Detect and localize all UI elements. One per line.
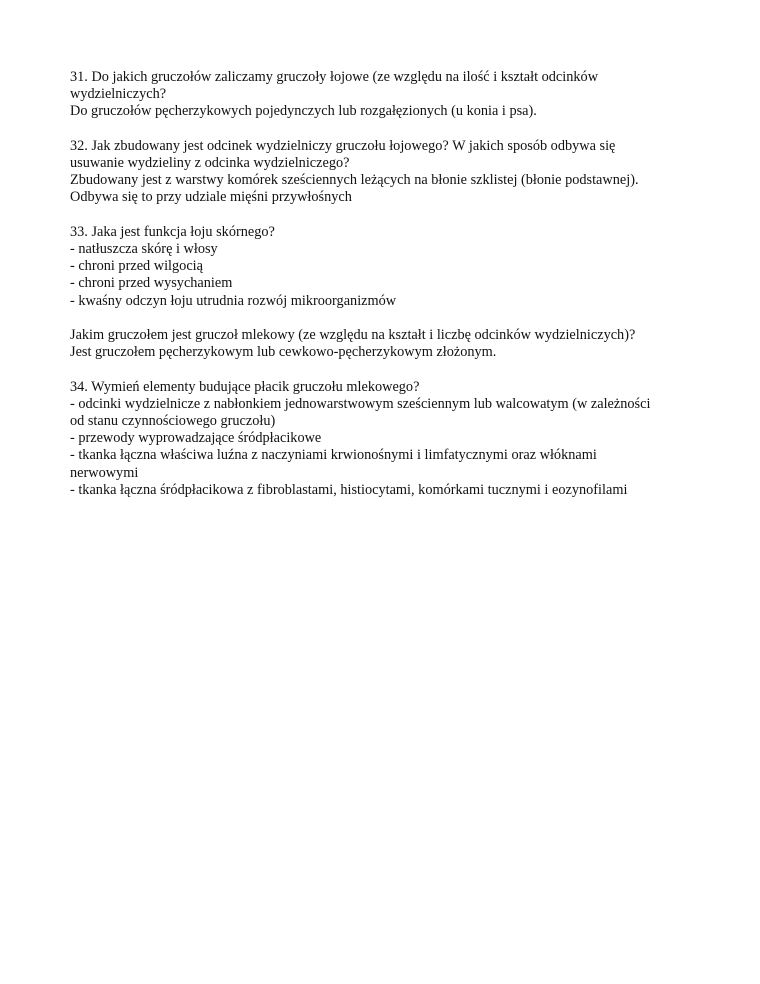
- text-line: nerwowymi: [70, 464, 139, 481]
- list-item: - kwaśny odczyn łoju utrudnia rozwój mikroorganizmów: [70, 292, 397, 309]
- list-item: - natłuszcza skórę i włosy: [70, 241, 218, 257]
- question-33-block: [70, 224, 700, 310]
- text-line: Do gruczołów pęcherzykowych pojedynczych lub rozgałęzionych (u konia i psa).: [70, 103, 537, 120]
- text-line: 34. Wymień elementy budujące płacik gruczołu mlekowego?: [70, 378, 420, 395]
- text-line: usuwanie wydzieliny z odcinka wydzielniczego?: [70, 155, 350, 171]
- text-line: Zbudowany jest z warstwy komórek sześciennych leżących na błonie szklistej (błonie podstawnej).: [70, 172, 639, 189]
- question-31-block: [70, 69, 700, 121]
- text-line: Jakim gruczołem jest gruczoł mlekowy (ze względu na kształt i liczbę odcinków wydzielniczych)?: [70, 327, 636, 343]
- list-item: - tkanka łączna właściwa luźna z naczyniami krwionośnymi i limfatycznymi oraz włóknami: [70, 447, 597, 464]
- question-34-block: [70, 379, 700, 499]
- list-item: - tkanka łączna śródpłacikowa z fibroblastami, histiocytami, komórkami tucznymi i eozynofilami: [70, 481, 628, 498]
- text-line: od stanu czynnościowego gruczołu): [70, 413, 276, 429]
- document-body: [70, 69, 700, 516]
- list-item: - przewody wyprowadzające śródpłacikowe: [70, 430, 322, 447]
- text-line: Odbywa się to przy udziale mięśni przywłośnych: [70, 189, 352, 206]
- text-line: 31. Do jakich gruczołów zaliczamy gruczoły łojowe (ze względu na ilość i kształt odcinków: [70, 69, 599, 85]
- text-line: Jest gruczołem pęcherzykowym lub cewkowo-pęcherzykowym złożonym.: [70, 344, 497, 361]
- list-item: - chroni przed wilgocią: [70, 258, 203, 275]
- list-item: - odcinki wydzielnicze z nabłonkiem jednowarstwowym sześciennym lub walcowatym (w zależności: [70, 395, 651, 412]
- mammary-gland-question-block: [70, 327, 700, 361]
- list-item: - chroni przed wysychaniem: [70, 275, 233, 292]
- text-line: 32. Jak zbudowany jest odcinek wydzielniczy gruczołu łojowego? W jakich sposób odbywa się: [70, 137, 616, 154]
- text-line: 33. Jaka jest funkcja łoju skórnego?: [70, 223, 275, 240]
- question-32-block: [70, 138, 700, 207]
- text-line: wydzielniczych?: [70, 86, 167, 103]
